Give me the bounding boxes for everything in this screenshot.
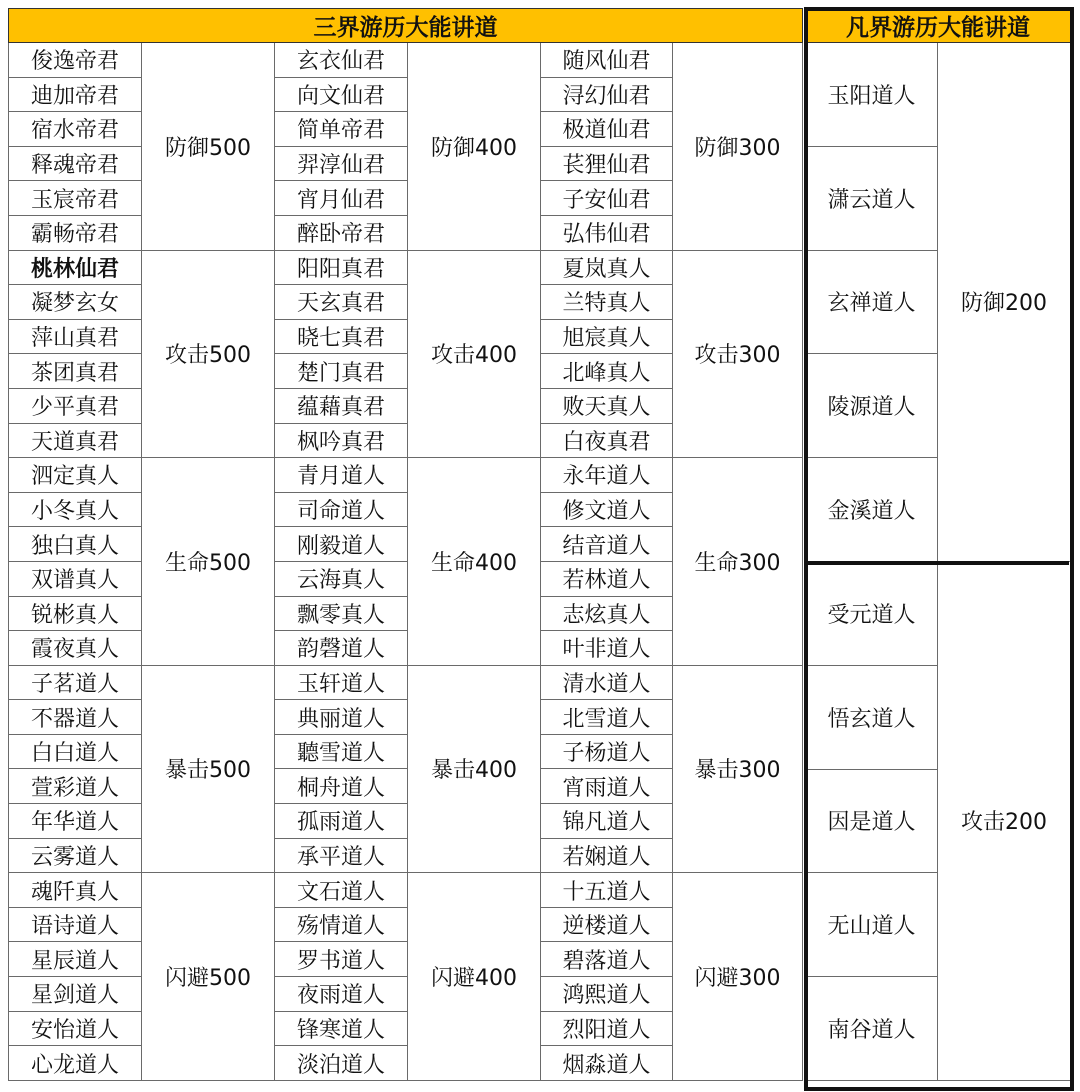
master-name-cell: 锦凡道人: [541, 804, 673, 839]
master-name-cell: 白白道人: [9, 734, 142, 769]
master-name-cell: 逆楼道人: [541, 907, 673, 942]
master-name-cell: 霞夜真人: [9, 631, 142, 666]
master-name-cell: 韵磬道人: [275, 631, 408, 666]
master-name-cell: 俊逸帝君: [9, 43, 142, 78]
master-name-cell: 心龙道人: [9, 1046, 142, 1081]
master-name-cell: 北雪道人: [541, 700, 673, 735]
stat-bonus-cell: 攻击200: [938, 561, 1071, 1080]
master-name-cell: 败天真人: [541, 388, 673, 423]
mortal-realm-title: 凡界游历大能讲道: [806, 9, 1071, 43]
master-name-cell: 茶团真君: [9, 354, 142, 389]
master-name-cell: 安怡道人: [9, 1011, 142, 1046]
master-name-cell: 受元道人: [806, 561, 938, 665]
mortal-realm-table: [805, 8, 1071, 1081]
master-name-cell: 鸿熙道人: [541, 977, 673, 1012]
master-name-cell: 典丽道人: [275, 700, 408, 735]
stat-bonus-cell: 生命500: [142, 458, 275, 666]
master-name-cell: 醉卧帝君: [275, 215, 408, 250]
master-name-cell: 悟玄道人: [806, 665, 938, 769]
master-name-cell: 子杨道人: [541, 734, 673, 769]
master-name-cell: 叶非道人: [541, 631, 673, 666]
master-name-cell: 锋寒道人: [275, 1011, 408, 1046]
three-realms-body: [9, 9, 803, 1081]
master-name-cell: 玉阳道人: [806, 43, 938, 147]
master-name-cell: 孤雨道人: [275, 804, 408, 839]
master-name-cell: 子茗道人: [9, 665, 142, 700]
master-name-cell: 永年道人: [541, 458, 673, 493]
master-name-cell: 萍山真君: [9, 319, 142, 354]
master-name-cell: 殇情道人: [275, 907, 408, 942]
master-name-cell: 烈阳道人: [541, 1011, 673, 1046]
master-name-cell: 极道仙君: [541, 112, 673, 147]
master-name-cell: 清水道人: [541, 665, 673, 700]
master-name-cell: 北峰真人: [541, 354, 673, 389]
master-name-cell: 语诗道人: [9, 907, 142, 942]
master-name-cell: 年华道人: [9, 804, 142, 839]
mortal-realm-header-row: [806, 9, 1071, 43]
master-name-cell: 桃林仙君: [9, 250, 142, 285]
master-name-cell: 志炫真人: [541, 596, 673, 631]
master-name-cell: 晓七真君: [275, 319, 408, 354]
master-name-cell: 迪加帝君: [9, 77, 142, 112]
master-name-cell: 释魂帝君: [9, 146, 142, 181]
master-name-cell: 烟淼道人: [541, 1046, 673, 1081]
master-name-cell: 凝梦玄女: [9, 285, 142, 320]
stat-bonus-cell: 生命400: [408, 458, 541, 666]
master-name-cell: 云雾道人: [9, 838, 142, 873]
mortal-realm-body: [806, 9, 1071, 1081]
master-name-cell: 若林道人: [541, 561, 673, 596]
master-name-cell: 蕴藉真君: [275, 388, 408, 423]
master-name-cell: 玉宸帝君: [9, 181, 142, 216]
master-name-cell: 玄禅道人: [806, 250, 938, 354]
master-name-cell: 潇云道人: [806, 146, 938, 250]
master-name-cell: 天道真君: [9, 423, 142, 458]
master-name-cell: 飘零真人: [275, 596, 408, 631]
master-name-cell: 司命道人: [275, 492, 408, 527]
master-name-cell: 不器道人: [9, 700, 142, 735]
table-row: [9, 43, 803, 78]
master-name-cell: 宵月仙君: [275, 181, 408, 216]
table-row: [9, 250, 803, 285]
master-name-cell: 陵源道人: [806, 354, 938, 458]
table-row: [9, 873, 803, 908]
master-name-cell: 桐舟道人: [275, 769, 408, 804]
stat-bonus-cell: 攻击300: [673, 250, 803, 458]
master-name-cell: 修文道人: [541, 492, 673, 527]
master-name-cell: 向文仙君: [275, 77, 408, 112]
master-name-cell: 青月道人: [275, 458, 408, 493]
master-name-cell: 罗书道人: [275, 942, 408, 977]
stat-bonus-cell: 闪避500: [142, 873, 275, 1081]
stat-bonus-cell: 攻击500: [142, 250, 275, 458]
master-name-cell: 枫吟真君: [275, 423, 408, 458]
master-name-cell: 魂阡真人: [9, 873, 142, 908]
master-name-cell: 苌狸仙君: [541, 146, 673, 181]
stat-bonus-cell: 暴击500: [142, 665, 275, 873]
master-name-cell: 承平道人: [275, 838, 408, 873]
master-name-cell: 独白真人: [9, 527, 142, 562]
master-name-cell: 旭宸真人: [541, 319, 673, 354]
master-name-cell: 刚毅道人: [275, 527, 408, 562]
master-name-cell: 兰特真人: [541, 285, 673, 320]
master-name-cell: 阳阳真君: [275, 250, 408, 285]
stat-bonus-cell: 暴击400: [408, 665, 541, 873]
stat-bonus-cell: 攻击400: [408, 250, 541, 458]
master-name-cell: 聽雪道人: [275, 734, 408, 769]
master-name-cell: 锐彬真人: [9, 596, 142, 631]
stat-bonus-cell: 暴击300: [673, 665, 803, 873]
master-name-cell: 楚门真君: [275, 354, 408, 389]
stat-bonus-cell: 闪避300: [673, 873, 803, 1081]
three-realms-title: 三界游历大能讲道: [9, 9, 803, 43]
master-name-cell: 宵雨道人: [541, 769, 673, 804]
master-name-cell: 少平真君: [9, 388, 142, 423]
master-name-cell: 金溪道人: [806, 458, 938, 562]
master-name-cell: 玉轩道人: [275, 665, 408, 700]
master-name-cell: 无山道人: [806, 873, 938, 977]
master-name-cell: 星剑道人: [9, 977, 142, 1012]
master-name-cell: 星辰道人: [9, 942, 142, 977]
three-realms-table: [8, 8, 803, 1081]
master-name-cell: 随风仙君: [541, 43, 673, 78]
master-name-cell: 子安仙君: [541, 181, 673, 216]
master-name-cell: 夜雨道人: [275, 977, 408, 1012]
table-row: [9, 665, 803, 700]
master-name-cell: 十五道人: [541, 873, 673, 908]
master-name-cell: 天玄真君: [275, 285, 408, 320]
master-name-cell: 宿水帝君: [9, 112, 142, 147]
master-name-cell: 文石道人: [275, 873, 408, 908]
master-name-cell: 玄衣仙君: [275, 43, 408, 78]
stat-bonus-cell: 闪避400: [408, 873, 541, 1081]
stat-bonus-cell: 防御500: [142, 43, 275, 251]
stat-bonus-cell: 生命300: [673, 458, 803, 666]
master-name-cell: 淡泊道人: [275, 1046, 408, 1081]
master-name-cell: 南谷道人: [806, 977, 938, 1081]
master-name-cell: 浔幻仙君: [541, 77, 673, 112]
master-name-cell: 若娴道人: [541, 838, 673, 873]
master-name-cell: 简单帝君: [275, 112, 408, 147]
master-name-cell: 弘伟仙君: [541, 215, 673, 250]
three-realms-header-row: [9, 9, 803, 43]
master-name-cell: 夏岚真人: [541, 250, 673, 285]
master-name-cell: 双谱真人: [9, 561, 142, 596]
master-name-cell: 小冬真人: [9, 492, 142, 527]
stat-bonus-cell: 防御300: [673, 43, 803, 251]
table-row: [806, 43, 1071, 147]
stat-bonus-cell: 防御200: [938, 43, 1071, 562]
master-name-cell: 结音道人: [541, 527, 673, 562]
table-row: [806, 561, 1071, 665]
master-name-cell: 因是道人: [806, 769, 938, 873]
stat-bonus-cell: 防御400: [408, 43, 541, 251]
master-name-cell: 泗定真人: [9, 458, 142, 493]
master-name-cell: 萱彩道人: [9, 769, 142, 804]
table-row: [9, 458, 803, 493]
master-name-cell: 云海真人: [275, 561, 408, 596]
master-name-cell: 碧落道人: [541, 942, 673, 977]
master-name-cell: 羿淳仙君: [275, 146, 408, 181]
master-name-cell: 白夜真君: [541, 423, 673, 458]
master-name-cell: 霸畅帝君: [9, 215, 142, 250]
